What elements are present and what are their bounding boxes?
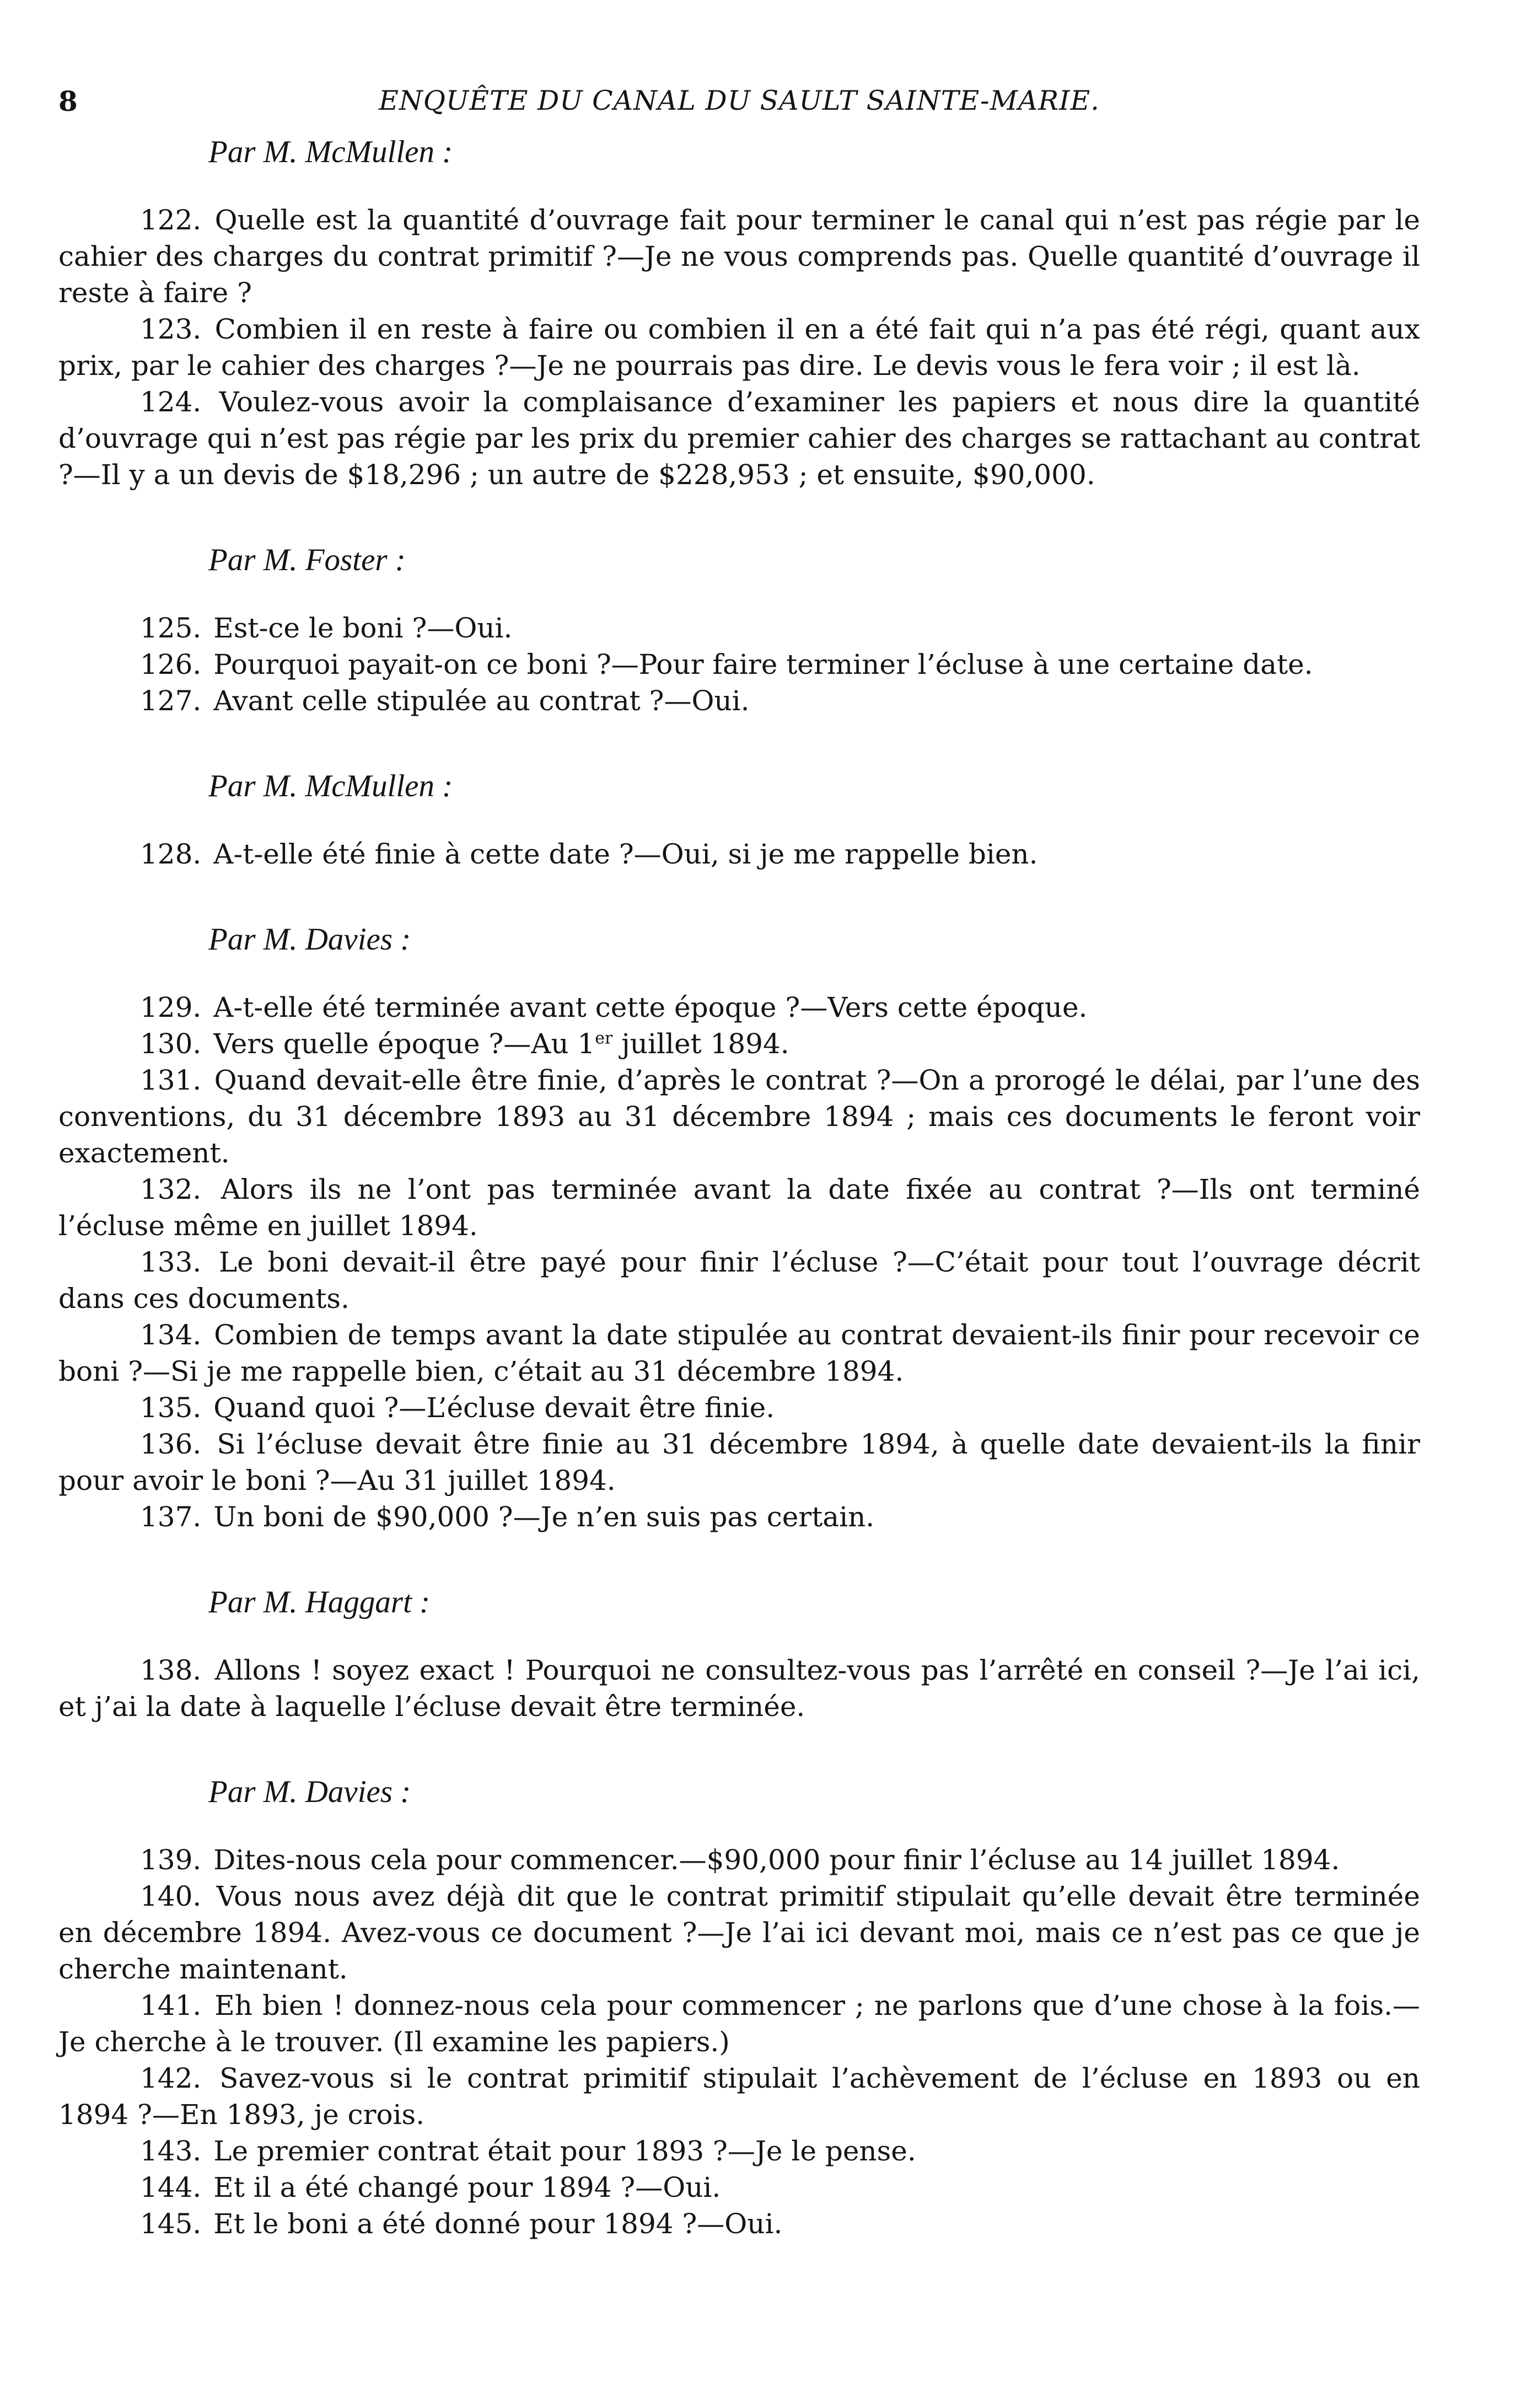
question-number: 134. — [140, 1319, 202, 1351]
question-123 — [58, 311, 1420, 384]
question-number: 136. — [140, 1428, 202, 1460]
speaker-heading: Par M. McMullen : — [208, 769, 453, 803]
speaker-heading: Par M. McMullen : — [208, 135, 453, 169]
running-header — [58, 72, 1420, 127]
question-139 — [58, 1842, 1420, 1878]
question-text: Avant celle stipulée au contrat ?—Oui. — [213, 685, 750, 717]
question-text: Vous nous avez déjà dit que le contrat primitif stipulait qu’elle devait être terminée en décembre 1894. Avez-vous ce document ?—Je l’ai ici devant moi, mais ce n’est pas ce que je cherche maintenant. — [58, 1880, 1420, 1985]
question-141 — [58, 1987, 1420, 2060]
speaker-heading: Par M. Davies : — [208, 1774, 411, 1809]
running-title: ENQUÊTE DU CANAL DU SAULT SAINTE-MARIE. — [379, 85, 1100, 116]
speaker-heading: Par M. Haggart : — [208, 1585, 431, 1619]
question-135 — [58, 1390, 1420, 1426]
question-129 — [58, 989, 1420, 1026]
question-124 — [58, 384, 1420, 493]
question-number: 138. — [140, 1654, 202, 1686]
question-number: 128. — [140, 838, 202, 870]
question-number: 131. — [140, 1064, 202, 1096]
question-text: Dites-nous cela pour commencer.—$90,000 pour finir l’écluse au 14 juillet 1894. — [213, 1844, 1340, 1876]
question-number: 133. — [140, 1246, 202, 1278]
question-number: 135. — [140, 1392, 202, 1424]
question-number: 145. — [140, 2208, 202, 2240]
question-127 — [58, 683, 1420, 719]
question-134 — [58, 1317, 1420, 1390]
question-text: Un boni de $90,000 ?—Je n’en suis pas certain. — [213, 1501, 875, 1533]
question-text: Pourquoi payait-on ce boni ?—Pour faire terminer l’écluse à une certaine date. — [213, 648, 1313, 680]
page-number: 8 — [58, 85, 78, 117]
question-number: 129. — [140, 991, 202, 1023]
ordinal-superscript: er — [595, 1028, 613, 1048]
question-number: 140. — [140, 1880, 202, 1912]
question-text: Le premier contrat était pour 1893 ?—Je le pense. — [213, 2135, 916, 2167]
question-number: 142. — [140, 2062, 202, 2094]
question-text: Combien de temps avant la date stipulée au contrat devaient-ils finir pour recevoir ce boni ?—Si je me rappelle bien, c’était au 31 décembre 1894. — [58, 1319, 1420, 1387]
question-140 — [58, 1878, 1420, 1987]
question-text: Vers quelle époque ?—Au 1 — [213, 1028, 595, 1060]
question-number: 124. — [140, 386, 202, 418]
question-number: 125. — [140, 612, 202, 644]
question-number: 139. — [140, 1844, 202, 1876]
question-text: Si l’écluse devait être finie au 31 décembre 1894, à quelle date devaient-ils la finir pour avoir le boni ?—Au 31 juillet 1894. — [58, 1428, 1420, 1497]
question-text: Quand quoi ?—L’écluse devait être finie. — [213, 1392, 775, 1424]
question-131 — [58, 1062, 1420, 1171]
question-text: Savez-vous si le contrat primitif stipulait l’achèvement de l’écluse en 1893 ou en 1894 ?—En 1893, je crois. — [58, 2062, 1420, 2131]
question-137 — [58, 1499, 1420, 1535]
question-number: 144. — [140, 2171, 202, 2203]
question-text: Et le boni a été donné pour 1894 ?—Oui. — [213, 2208, 783, 2240]
question-number: 123. — [140, 313, 202, 345]
question-text: Alors ils ne l’ont pas terminée avant la date fixée au contrat ?—Ils ont terminé l’écluse même en juillet 1894. — [58, 1173, 1420, 1242]
question-128 — [58, 836, 1420, 872]
question-130 — [58, 1026, 1420, 1062]
question-text: Eh bien ! donnez-nous cela pour commencer ; ne parlons que d’une chose à la fois.—Je cherche à le trouver. (Il examine les papiers.) — [58, 1989, 1420, 2058]
question-number: 143. — [140, 2135, 202, 2167]
question-text: Quelle est la quantité d’ouvrage fait pour terminer le canal qui n’est pas régie par le cahier des charges du contrat primitif ?—Je ne vous comprends pas. Quelle quantité d’ouvrage il reste à faire ? — [58, 204, 1420, 309]
document-page — [58, 72, 1420, 2242]
question-text: Est-ce le boni ?—Oui. — [213, 612, 513, 644]
question-122 — [58, 202, 1420, 311]
question-text: A-t-elle été finie à cette date ?—Oui, si je me rappelle bien. — [213, 838, 1038, 870]
question-143 — [58, 2133, 1420, 2169]
question-text: Le boni devait-il être payé pour finir l’écluse ?—C’était pour tout l’ouvrage décrit dans ces documents. — [58, 1246, 1420, 1315]
question-132 — [58, 1171, 1420, 1244]
question-number: 127. — [140, 685, 202, 717]
question-133 — [58, 1244, 1420, 1317]
question-136 — [58, 1426, 1420, 1499]
question-text: Allons ! soyez exact ! Pourquoi ne consultez-vous pas l’arrêté en conseil ?—Je l’ai ici, et j’ai la date à laquelle l’écluse devait être terminée. — [58, 1654, 1420, 1723]
question-number: 137. — [140, 1501, 202, 1533]
question-145 — [58, 2206, 1420, 2242]
question-125 — [58, 610, 1420, 646]
question-number: 130. — [140, 1028, 202, 1060]
question-text: Et il a été changé pour 1894 ?—Oui. — [213, 2171, 721, 2203]
question-142 — [58, 2060, 1420, 2133]
question-text: Combien il en reste à faire ou combien il en a été fait qui n’a pas été régi, quant aux prix, par le cahier des charges ?—Je ne pourrais pas dire. Le devis vous le fera voir ; il est là. — [58, 313, 1420, 382]
question-138 — [58, 1652, 1420, 1725]
question-number: 126. — [140, 648, 202, 680]
question-144 — [58, 2169, 1420, 2206]
question-text: Voulez-vous avoir la complaisance d’examiner les papiers et nous dire la quantité d’ouvrage qui n’est pas régie par les prix du premier cahier des charges se rattachant au contrat ?—Il y a un devis de $18,296 ; un autre de $228,953 ; et ensuite, $90,000. — [58, 386, 1420, 491]
speaker-heading: Par M. Davies : — [208, 922, 411, 957]
question-number: 132. — [140, 1173, 202, 1205]
question-text-continued: juillet 1894. — [612, 1028, 789, 1060]
question-text: A-t-elle été terminée avant cette époque ?—Vers cette époque. — [213, 991, 1088, 1023]
question-126 — [58, 646, 1420, 683]
question-text: Quand devait-elle être finie, d’après le contrat ?—On a prorogé le délai, par l’une des conventions, du 31 décembre 1893 au 31 décembre 1894 ; mais ces documents le feront voir exactement. — [58, 1064, 1420, 1169]
question-number: 122. — [140, 204, 202, 236]
question-number: 141. — [140, 1989, 202, 2021]
speaker-heading: Par M. Foster : — [208, 543, 406, 577]
